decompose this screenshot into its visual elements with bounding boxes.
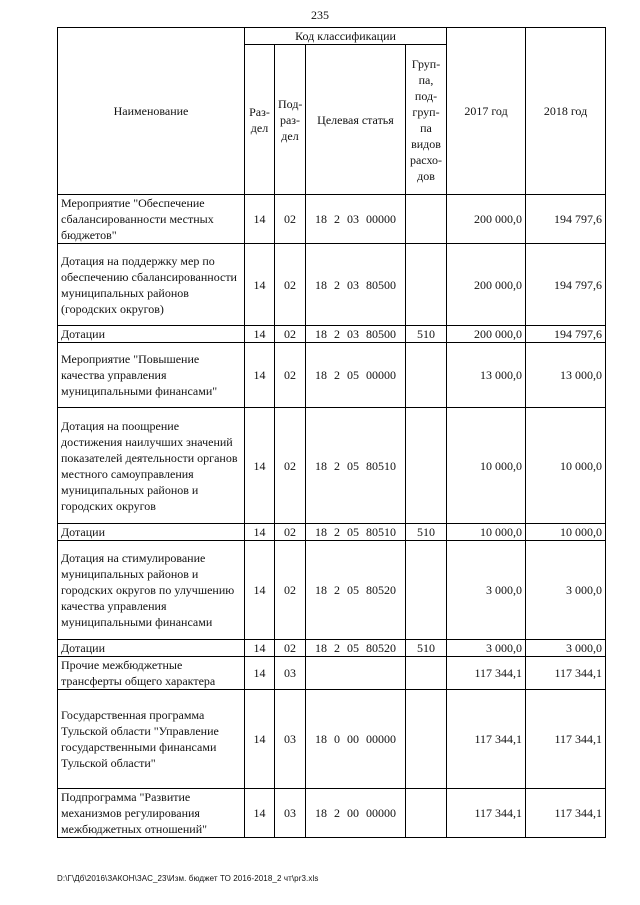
- row-2018: 13 000,0: [526, 343, 606, 408]
- row-2017: 117 344,1: [447, 690, 526, 789]
- header-name: Наименование: [58, 28, 245, 195]
- row-2017: 117 344,1: [447, 657, 526, 690]
- row-section: 14: [245, 195, 275, 244]
- row-name: Государственная программа Тульской области "Управление государственными финансами Тульской области": [58, 690, 245, 789]
- row-target: 18 0 00 00000: [306, 690, 406, 789]
- row-subsection: 02: [275, 244, 306, 326]
- row-2018: 3 000,0: [526, 640, 606, 657]
- row-subsection: 03: [275, 657, 306, 690]
- header-target: Целевая статья: [306, 45, 406, 195]
- row-target: 18 2 05 80520: [306, 640, 406, 657]
- row-name: Дотации: [58, 326, 245, 343]
- table-row: [58, 690, 606, 789]
- table-row: [58, 195, 606, 244]
- row-2017: 13 000,0: [447, 343, 526, 408]
- row-name: Дотации: [58, 524, 245, 541]
- row-subsection: 02: [275, 408, 306, 524]
- row-section: 14: [245, 408, 275, 524]
- row-name: Дотация на стимулирование муниципальных районов и городских округов по улучшению качества управления муниципальными финансами: [58, 541, 245, 640]
- row-group: [406, 541, 447, 640]
- row-2018: 117 344,1: [526, 789, 606, 838]
- row-2018: 3 000,0: [526, 541, 606, 640]
- row-target: 18 2 00 00000: [306, 789, 406, 838]
- row-2017: 10 000,0: [447, 408, 526, 524]
- table-row: [58, 343, 606, 408]
- row-group: [406, 789, 447, 838]
- row-group: [406, 244, 447, 326]
- header-classification: Код классификации: [245, 28, 447, 45]
- row-section: 14: [245, 789, 275, 838]
- row-target: 18 2 03 80500: [306, 244, 406, 326]
- row-group: [406, 657, 447, 690]
- row-subsection: 02: [275, 326, 306, 343]
- row-target: 18 2 05 80510: [306, 524, 406, 541]
- header-subsection: Под- раз- дел: [275, 45, 306, 195]
- row-target: 18 2 03 80500: [306, 326, 406, 343]
- row-target: 18 2 03 00000: [306, 195, 406, 244]
- row-subsection: 03: [275, 690, 306, 789]
- row-section: 14: [245, 326, 275, 343]
- row-subsection: 02: [275, 524, 306, 541]
- file-path-footer: D:\Г\Дб\2016\ЗАКОН\ЗАС_23\Изм. бюджет ТО 2016-2018_2 чт\pr3.xls: [57, 874, 319, 883]
- row-name: Дотация на поощрение достижения наилучших значений показателей деятельности органов местного самоуправления муниципальных районов и городских округов: [58, 408, 245, 524]
- row-2017: 200 000,0: [447, 326, 526, 343]
- header-2018: 2018 год: [526, 28, 606, 195]
- row-2018: 117 344,1: [526, 657, 606, 690]
- table-row: [58, 244, 606, 326]
- row-2017: 200 000,0: [447, 244, 526, 326]
- table-row: [58, 640, 606, 657]
- row-name: Дотации: [58, 640, 245, 657]
- row-group: [406, 408, 447, 524]
- row-name: Мероприятие "Обеспечение сбалансированности местных бюджетов": [58, 195, 245, 244]
- row-group: 510: [406, 640, 447, 657]
- table-row: [58, 408, 606, 524]
- budget-table: [57, 27, 606, 838]
- row-group: [406, 690, 447, 789]
- row-2018: 10 000,0: [526, 408, 606, 524]
- row-section: 14: [245, 541, 275, 640]
- row-group: 510: [406, 326, 447, 343]
- row-section: 14: [245, 244, 275, 326]
- row-section: 14: [245, 343, 275, 408]
- row-target: 18 2 05 00000: [306, 343, 406, 408]
- row-section: 14: [245, 524, 275, 541]
- header-expense-group: Груп- па, под- груп- па видов расхо- дов: [406, 45, 447, 195]
- row-name: Подпрограмма "Развитие механизмов регулирования межбюджетных отношений": [58, 789, 245, 838]
- row-2018: 194 797,6: [526, 326, 606, 343]
- table-row: [58, 326, 606, 343]
- row-2018: 194 797,6: [526, 195, 606, 244]
- row-name: Дотация на поддержку мер по обеспечению сбалансированности муниципальных районов (городских округов): [58, 244, 245, 326]
- table-row: [58, 524, 606, 541]
- row-2018: 117 344,1: [526, 690, 606, 789]
- row-subsection: 02: [275, 343, 306, 408]
- row-group: [406, 343, 447, 408]
- row-2017: 3 000,0: [447, 640, 526, 657]
- row-subsection: 02: [275, 640, 306, 657]
- row-target: 18 2 05 80510: [306, 408, 406, 524]
- row-group: [406, 195, 447, 244]
- row-section: 14: [245, 690, 275, 789]
- row-2017: 3 000,0: [447, 541, 526, 640]
- row-2018: 194 797,6: [526, 244, 606, 326]
- row-name: Прочие межбюджетные трансферты общего характера: [58, 657, 245, 690]
- row-subsection: 03: [275, 789, 306, 838]
- header-2017: 2017 год: [447, 28, 526, 195]
- row-2018: 10 000,0: [526, 524, 606, 541]
- row-2017: 10 000,0: [447, 524, 526, 541]
- row-name: Мероприятие "Повышение качества управления муниципальными финансами": [58, 343, 245, 408]
- row-section: 14: [245, 657, 275, 690]
- row-subsection: 02: [275, 541, 306, 640]
- table-row: [58, 789, 606, 838]
- row-subsection: 02: [275, 195, 306, 244]
- page-number: 235: [311, 8, 329, 22]
- row-section: 14: [245, 640, 275, 657]
- row-target: [306, 657, 406, 690]
- table-row: [58, 541, 606, 640]
- row-target: 18 2 05 80520: [306, 541, 406, 640]
- header-section: Раз- дел: [245, 45, 275, 195]
- table-row: [58, 657, 606, 690]
- row-2017: 117 344,1: [447, 789, 526, 838]
- row-2017: 200 000,0: [447, 195, 526, 244]
- row-group: 510: [406, 524, 447, 541]
